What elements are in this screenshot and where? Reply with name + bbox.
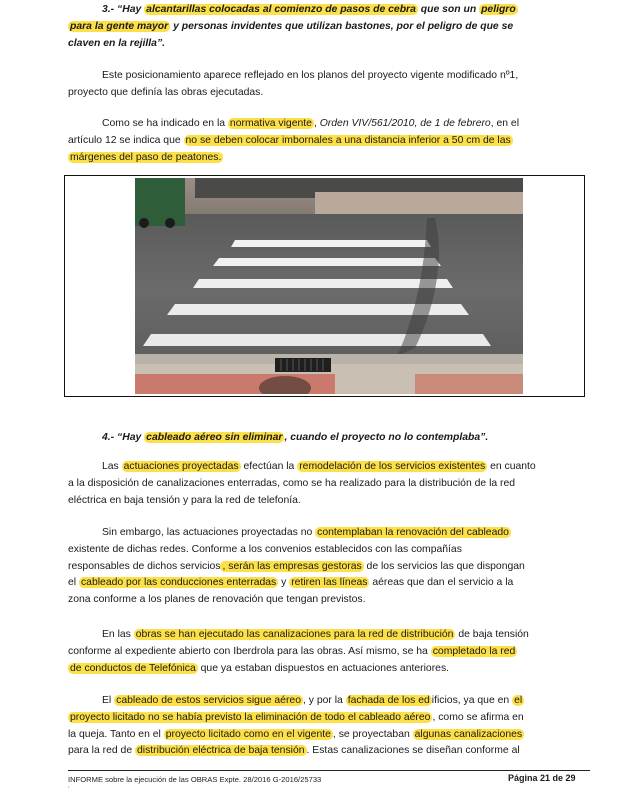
- highlight: cableado de estos servicios sigue aéreo: [116, 695, 301, 706]
- regulation-citation: Orden VIV/561/2010, de 1 de febrero: [319, 118, 491, 129]
- footer-page-number: Página 21 de 29: [508, 773, 576, 783]
- highlight: cableado por las conducciones enterradas: [80, 577, 277, 589]
- paragraph-sin-embargo: Sin embargo, las actuaciones proyectadas no contemplaban la renovación del cableado existente de dichas redes. Conforme a los convenios establecidos con las compañías responsables de dichos servicios , serán las empresas gestoras de los servicios las que dispongan el cableado por las conducciones enterradas y retiren las líneas aéreas que dan el servicio a la zona conforme a los planes de renovación que tengan previstos.: [68, 527, 525, 606]
- highlight: , serán las empresas gestoras: [222, 560, 362, 572]
- highlight: proyecto licitado no se había previsto la eliminación de todo el cableado aéreo: [70, 711, 431, 723]
- highlight: algunas canalizaciones: [414, 728, 523, 740]
- highlight: el: [514, 695, 523, 706]
- highlight: distribución eléctrica de baja tensión: [137, 745, 305, 757]
- section-4-quote: 4.- “Hay cableado aéreo sin eliminar , cuando el proyecto no lo contemplaba”.: [102, 432, 489, 443]
- footer-divider: [68, 770, 590, 771]
- section-3-number: 3.-: [102, 4, 118, 15]
- paragraph-obras: En las obras se han ejecutado las canalizaciones para la red de distribución de baja tensión conforme al expediente abierto con Iberdrola para las obras. Así mismo, se ha completado la red de conductos de Telefónica que ya estaban dispuestos en actuaciones anteriores.: [68, 629, 529, 674]
- footer-stray-mark: ’: [68, 787, 70, 793]
- highlight: contemplaban la renovación del cableado: [317, 527, 509, 538]
- highlight: alcantarillas colocadas al comienzo de pasos de cebra: [146, 4, 416, 15]
- highlight: no se deben colocar imbornales a una distancia inferior a 50 cm de las: [185, 134, 511, 146]
- highlight: completado la red: [432, 645, 516, 657]
- photo-frame: [64, 175, 585, 397]
- highlight: cableado aéreo sin eliminar: [146, 432, 283, 443]
- highlight: retiren las líneas: [291, 577, 368, 589]
- crosswalk-photo: [135, 178, 523, 394]
- highlight: remodelación de los servicios existentes: [299, 461, 486, 472]
- highlight: de conductos de Telefónica: [70, 662, 196, 674]
- paragraph-actuaciones: Las actuaciones proyectadas efectúan la remodelación de los servicios existentes en cuanto a la disposición de canalizaciones enterradas, como se ha realizado para la distribución de la red eléctrica en baja tensión y para la red de telefonía.: [68, 461, 536, 506]
- highlight: para la gente mayor: [70, 20, 169, 32]
- highlight: normativa vigente: [229, 118, 312, 129]
- paragraph-normativa: Como se ha indicado en la normativa vigente , Orden VIV/561/2010, de 1 de febrero, en el artículo 12 se indica que no se deben colocar imbornales a una distancia inferior a 50 cm de las márgenes del paso de peatones.: [68, 118, 520, 163]
- paragraph-positioning: Este posicionamiento aparece reflejado en los planos del proyecto vigente modificado nº1, proyecto que definía las obras ejecutadas.: [68, 70, 519, 98]
- crosswalk-photo-image: [135, 178, 523, 394]
- footer-report-reference: INFORME sobre la ejecución de las OBRAS Expte. 28/2016 G-2016/25733: [68, 775, 322, 784]
- highlight: peligro: [481, 4, 516, 15]
- paragraph-cableado: El cableado de estos servicios sigue aéreo , y por la fachada de los ed ificios, ya que en el proyecto licitado no se había previsto la eliminación de todo el cableado aéreo , como se afirma en la queja. Tanto en el proyecto licitado como en el vigente , se proyectaban algunas canalizaciones para la red de distribución eléctrica de baja tensión . Estas canalizaciones se diseñan conforme al: [68, 695, 524, 757]
- highlight: actuaciones proyectadas: [123, 461, 239, 472]
- section-3-quote: 3.- “Hay alcantarillas colocadas al comienzo de pasos de cebra que son un peligro para la gente mayor y personas invidentes que utilizan bastones, por el peligro de que se claven en la rejilla”.: [68, 4, 516, 49]
- highlight: fachada de los ed: [347, 695, 430, 706]
- highlight: obras se han ejecutado las canalizaciones para la red de distribución: [135, 629, 454, 640]
- section-4-number: 4.-: [102, 432, 118, 443]
- highlight: proyecto licitado como en el vigente: [165, 728, 331, 740]
- highlight: márgenes del paso de peatones.: [70, 151, 222, 163]
